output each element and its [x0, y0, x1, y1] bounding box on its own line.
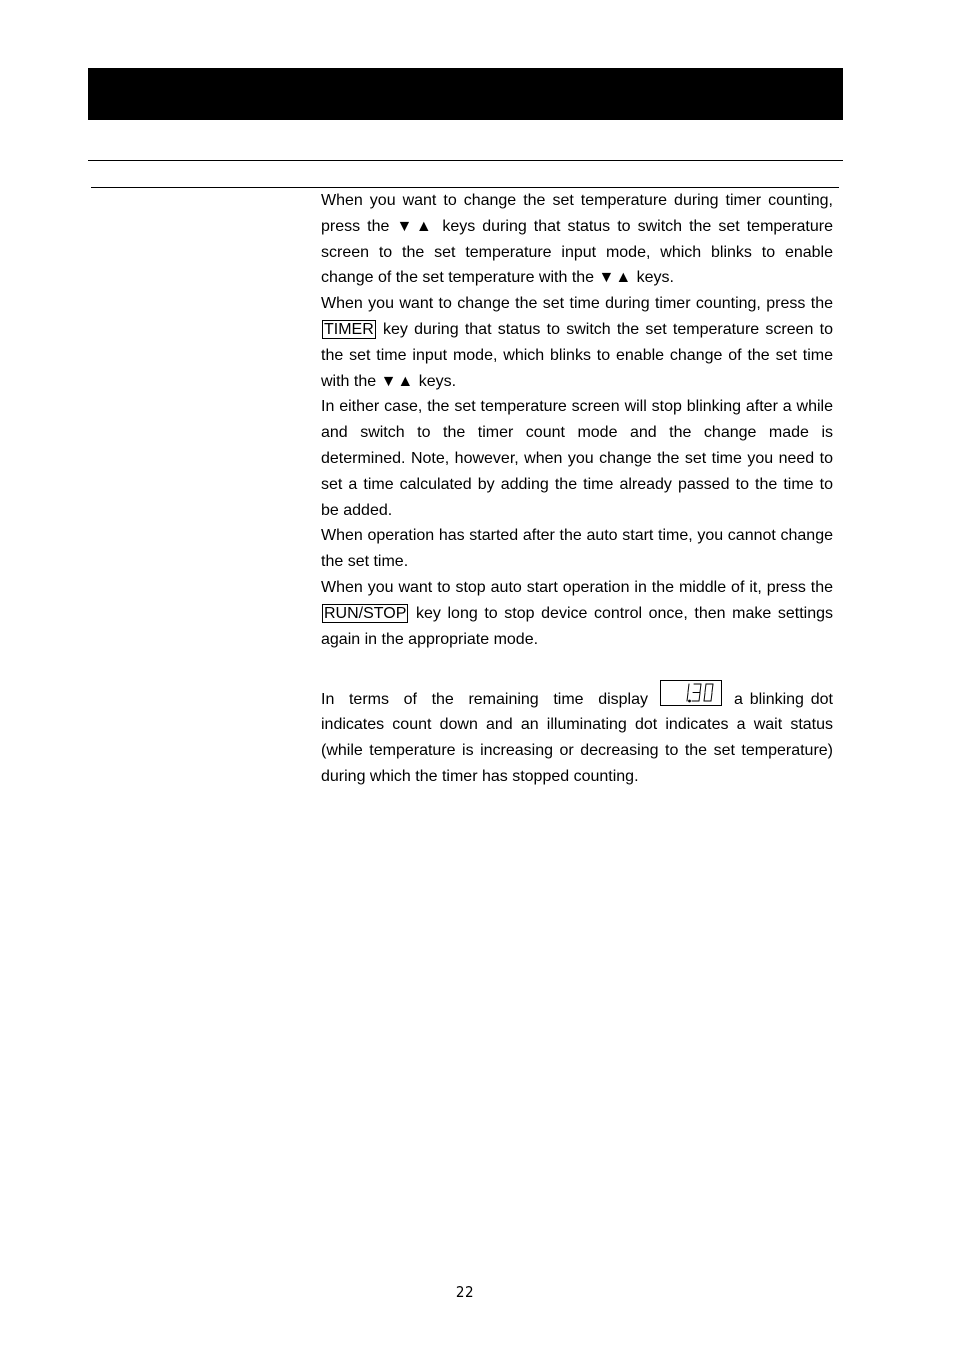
- paragraph-either-case: In either case, the set temperature screen will stop blinking after a while and switch to the timer count mode and the change made is determined. Note, however, when you change the set time you need to set a time calculated by adding the time already passed to the time to be added.: [321, 398, 833, 519]
- word: In: [321, 690, 335, 708]
- text-span: key long to stop device control once, then make settings again in the appropriate mode.: [321, 604, 833, 648]
- remaining-time-intro: [321, 687, 648, 713]
- word: the: [431, 690, 454, 708]
- text-span: When you want to change the set temperature during timer counting, press the: [321, 192, 833, 235]
- paragraph-stop-auto-start: [321, 575, 833, 652]
- remaining-time-display: [660, 680, 722, 706]
- paragraph-change-time: [321, 291, 833, 394]
- spacer: [321, 652, 833, 678]
- word: display: [598, 690, 648, 708]
- word: remaining: [468, 690, 539, 708]
- word: of: [403, 690, 417, 708]
- text-span: key during that status to switch the set temperature screen to the set time input mode, which blinks to enable change of the set time with the: [321, 320, 833, 390]
- timer-key-label: TIMER: [324, 320, 374, 338]
- word: terms: [348, 690, 389, 708]
- paragraph-auto-start: When operation has started after the auto start time, you cannot change the set time.: [321, 527, 833, 571]
- header-rule: [88, 160, 843, 161]
- word: time: [553, 690, 584, 708]
- word: a: [734, 690, 743, 708]
- down-up-arrow-keys-icon: ▼▲: [380, 372, 415, 390]
- remaining-time-after-display: [734, 687, 833, 713]
- word: dot: [810, 690, 833, 708]
- down-up-arrow-keys-icon: ▼▲: [396, 217, 436, 235]
- remaining-time-line: [321, 678, 833, 712]
- text-span: When you want to change the set time during timer counting, press the: [321, 295, 833, 313]
- text-span: When you want to stop auto start operation in the middle of it, press the: [321, 578, 833, 596]
- text-span: keys.: [414, 372, 457, 390]
- page-number: 22: [455, 1283, 475, 1301]
- word: blinking: [749, 690, 804, 708]
- text-span: keys.: [632, 269, 674, 287]
- main-content: [321, 188, 833, 790]
- down-up-arrow-keys-icon: ▼▲: [598, 269, 633, 287]
- section-header-bar: [88, 68, 843, 120]
- text-span: keys during that status to switch the set temperature screen to the set temperature input mode, which blinks to enable change of the set temperature with the: [321, 217, 834, 287]
- run-stop-key-label: RUN/STOP: [324, 604, 407, 622]
- seven-segment-display-graphic: [661, 681, 721, 705]
- paragraph-change-temperature: [321, 188, 833, 291]
- paragraph-dot-meaning: indicates count down and an illuminating dot indicates a wait status (while temperature is increasing or decreasing to the set temperature) during which the timer has stopped counting.: [321, 716, 833, 785]
